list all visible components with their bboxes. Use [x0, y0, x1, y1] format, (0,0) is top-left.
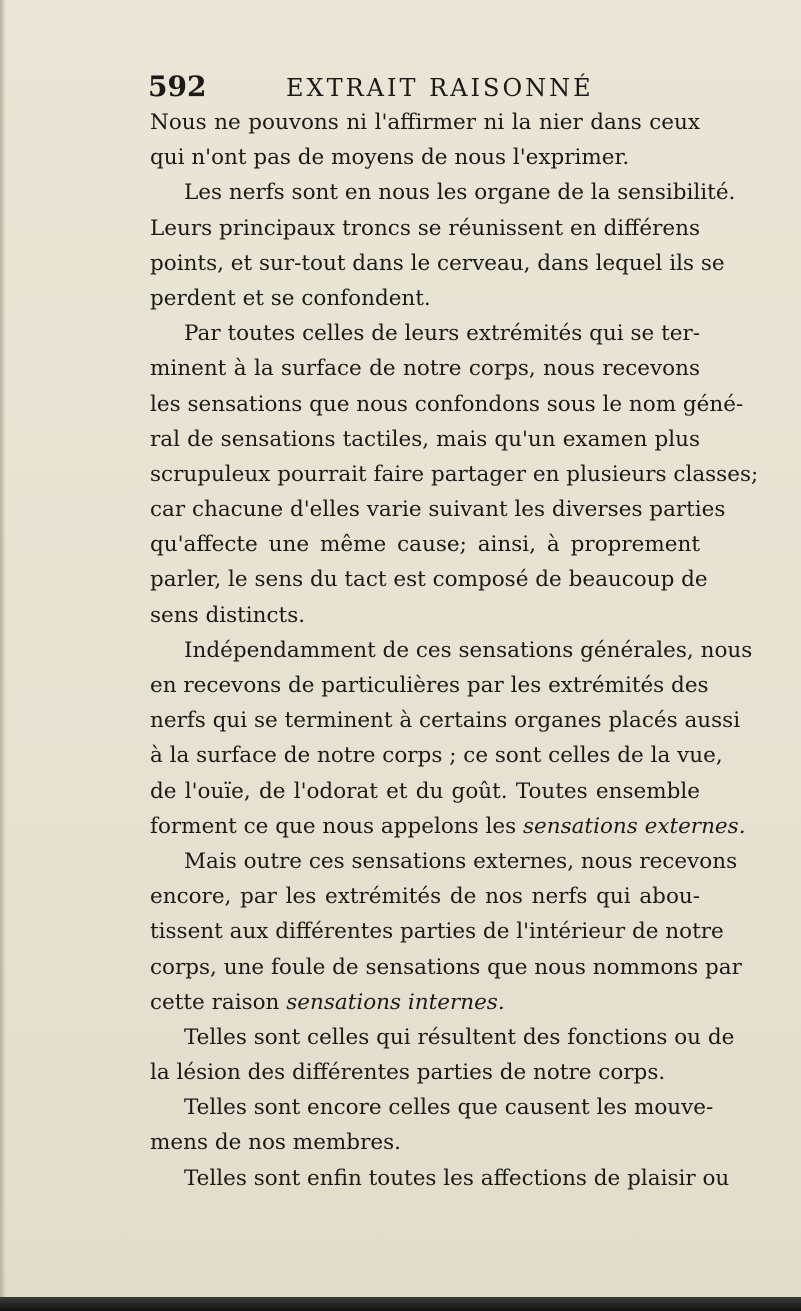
text-line: Indépendamment de ces sensations générales, nous [184, 637, 753, 663]
text-line: mens de nos membres. [150, 1130, 401, 1156]
text-segment: cette raison [150, 989, 287, 1015]
text-line: à la surface de notre corps ; ce sont celles de la vue, [150, 743, 723, 769]
text-line: nerfs qui se terminent à certains organes placés aussi [150, 708, 741, 734]
text-line: parler, le sens du tact est composé de beaucoup de [150, 567, 708, 593]
text-line: de l'ouïe, de l'odorat et du goût. Toutes ensemble [150, 778, 700, 804]
text-segment: forment ce que nous appelons les [150, 813, 523, 839]
text-line: scrupuleux pourrait faire partager en plusieurs classes; [150, 461, 759, 487]
text-line: sens distincts. [150, 602, 306, 628]
text-line: Par toutes celles de leurs extrémités qui se ter- [184, 321, 700, 347]
page-gutter-shadow [0, 0, 6, 1311]
text-line: tissent aux différentes parties de l'intérieur de notre [150, 919, 724, 945]
italic-term: sensations internes. [286, 989, 505, 1015]
text-line: Telles sont encore celles que causent les mouve- [184, 1095, 714, 1121]
text-line: qu'affecte une même cause; ainsi, à proprement [150, 532, 700, 558]
page-number: 592 [148, 70, 207, 103]
text-line: perdent et se confondent. [150, 285, 431, 311]
running-head: EXTRAIT RAISONNÉ [286, 74, 594, 102]
scan-bottom-edge [0, 1297, 801, 1311]
text-line: la lésion des différentes parties de notre corps. [150, 1060, 666, 1086]
text-line: corps, une foule de sensations que nous nommons par [150, 954, 742, 980]
text-line: Nous ne pouvons ni l'affirmer ni la nier dans ceux [150, 110, 700, 135]
body-text [150, 105, 759, 1196]
text-line: Les nerfs sont en nous les organe de la sensibilité. [184, 180, 736, 206]
text-line: ral de sensations tactiles, mais qu'un examen plus [150, 426, 700, 452]
text-line: minent à la surface de notre corps, nous recevons [150, 356, 700, 382]
text-line: en recevons de particulières par les extrémités des [150, 673, 709, 698]
page-header [148, 66, 668, 106]
text-line: Telles sont enfin toutes les affections de plaisir ou [184, 1165, 730, 1191]
text-line [150, 809, 746, 844]
text-line: Telles sont celles qui résultent des fonctions ou de [184, 1024, 735, 1050]
text-line [150, 985, 700, 1020]
text-line: qui n'ont pas de moyens de nous l'exprimer. [150, 145, 630, 171]
italic-term: sensations externes. [522, 813, 746, 839]
text-line: car chacune d'elles varie suivant les diverses parties [150, 497, 726, 523]
text-line: points, et sur-tout dans le cerveau, dans lequel ils se [150, 250, 725, 276]
text-line: Mais outre ces sensations externes, nous recevons [184, 848, 738, 874]
text-line: encore, par les extrémités de nos nerfs qui abou- [150, 884, 700, 910]
text-line: les sensations que nous confondons sous le nom géné- [150, 391, 744, 417]
text-line: Leurs principaux troncs se réunissent en différens [150, 215, 700, 241]
